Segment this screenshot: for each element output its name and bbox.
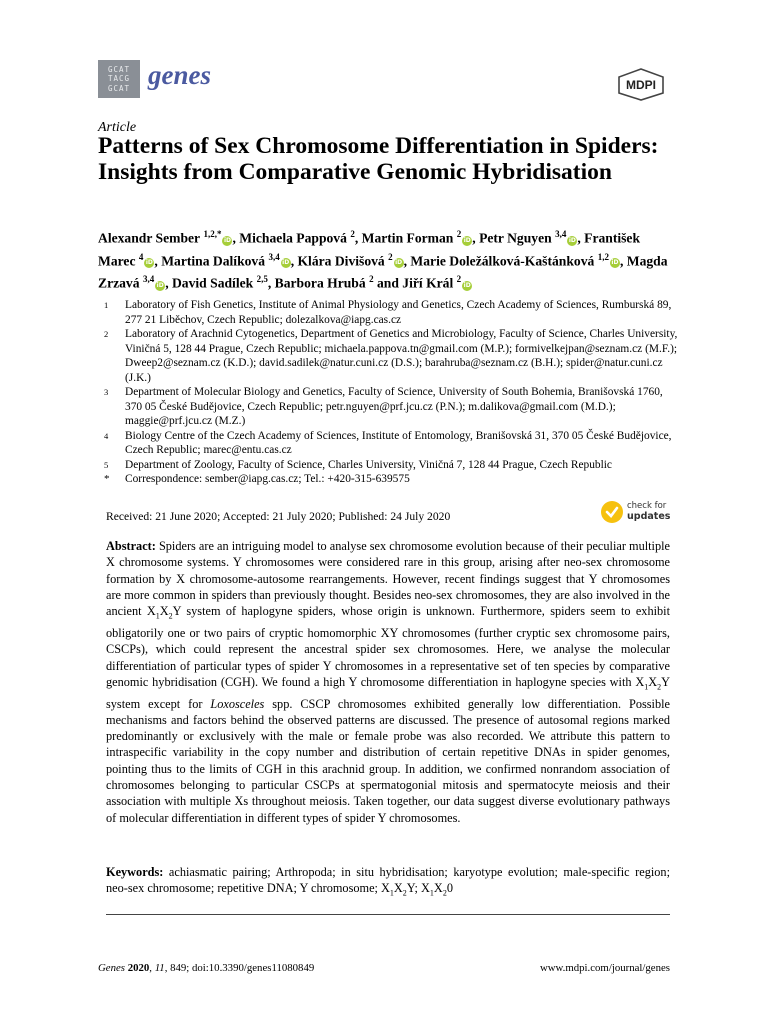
author-separator: , bbox=[403, 253, 411, 269]
author-affil-sup: 2 bbox=[456, 274, 462, 285]
keywords bbox=[106, 864, 670, 902]
author-name: Petr Nguyen bbox=[479, 230, 552, 246]
logo-line: GCAT bbox=[107, 64, 131, 74]
keywords-text: Y; X bbox=[406, 881, 430, 896]
subscript: 1 bbox=[644, 682, 649, 692]
affiliation-item bbox=[98, 385, 678, 429]
keywords-text: 0 bbox=[446, 881, 453, 896]
subscript: 2 bbox=[402, 888, 407, 898]
abstract-label: Abstract: bbox=[106, 539, 156, 553]
author-name: Magda Zrzavá bbox=[98, 253, 668, 291]
author-separator: , bbox=[267, 275, 275, 291]
author-affil-sup: 1,2,* bbox=[203, 229, 222, 239]
citation-footer: Genes 2020, 11, 849; doi:10.3390/genes11080849 bbox=[98, 962, 315, 974]
author-affil-sup: 4 bbox=[138, 251, 144, 262]
footer-journal: Genes bbox=[98, 962, 125, 974]
journal-logo bbox=[98, 60, 140, 98]
affiliation-text: Correspondence: sember@iapg.cas.cz; Tel.: +420-315-639575 bbox=[125, 473, 410, 485]
check-updates-icon bbox=[601, 501, 623, 523]
keywords-label: Keywords: bbox=[106, 865, 164, 879]
author-name: Michaela Pappová bbox=[239, 230, 347, 246]
orcid-icon[interactable]: iD bbox=[463, 281, 471, 289]
mdpi-logo bbox=[616, 68, 666, 101]
affiliation-number: * bbox=[104, 473, 110, 485]
abstract-x: X bbox=[159, 604, 169, 619]
orcid-icon[interactable]: iD bbox=[611, 259, 619, 267]
author-affil-sup: 3,4 bbox=[268, 251, 280, 262]
abstract-text: spp. CSCP chromosomes exhibited generally low differentiation. Possible mechanisms and factors behind the observed patterns are discussed. The presence of autosomal regions marked predominantly or exclusively with the male or female probe was also recorded. We attribute this pattern to intraspecific variability in the copy number and distribution of certain repetitive DNAs in spider genomes, pointing thus to the limits of CGH in this arachnid group. In addition, we confirmed nonrandom association of chromosomes belonging to particular CSCPs at spermatogonial mitosis and spermatocyte meiosis and their association with multiple Xs throughout meiosis. Taken together, our data suggest diverse evolutionary pathways of molecular differentiation in different types of spider Y chromosomes. bbox=[106, 696, 670, 825]
author-name: Barbora Hrubá bbox=[274, 275, 366, 291]
abstract-text: Y system of haplogyne spiders, whose origin is unknown. Furthermore, spiders seem to exhibit obligatorily one or two pairs of cryptic homomorphic XY chromosomes (further cryptic sex chromosome pairs, CSCPs), which could represent the ancestral spider sex chromosomes. Here, we analyse the molecular differentiation of particular types of spider Y chromosomes in a representative set of ten species by comparative genomic hybridisation (CGH). We found a high Y chromosome differentiation in haplogyne species with X bbox=[106, 604, 670, 689]
orcid-icon[interactable]: iD bbox=[568, 236, 576, 244]
section-divider bbox=[106, 914, 670, 915]
affiliation-text: Biology Centre of the Czech Academy of Sciences, Institute of Entomology, Branišovská 31, 370 05 České Budějovice, Czech Republic; marec@entu.cas.cz bbox=[125, 429, 672, 456]
author-separator: , bbox=[290, 253, 298, 269]
subscript: 1 bbox=[389, 888, 394, 898]
affiliation-item bbox=[98, 298, 678, 327]
abstract bbox=[106, 538, 670, 826]
author-separator: , bbox=[154, 253, 162, 269]
affiliation-number: 5 bbox=[104, 459, 109, 470]
author-separator: , bbox=[472, 230, 480, 246]
author-affil-sup: 2 bbox=[388, 251, 393, 262]
affiliation-number: 2 bbox=[104, 329, 109, 339]
author-name: Marie Doležálková-Kaštánková bbox=[410, 253, 595, 269]
author-affil-sup: 3,4 bbox=[555, 229, 567, 239]
orcid-icon[interactable]: iD bbox=[463, 236, 471, 244]
author-separator: , bbox=[165, 275, 172, 291]
orcid-icon[interactable]: iD bbox=[282, 259, 290, 267]
subscript: 1 bbox=[155, 611, 160, 621]
abstract-text: Y system except for bbox=[106, 674, 670, 711]
affiliation-item bbox=[98, 458, 678, 473]
author-name: Jiří Král bbox=[402, 275, 454, 291]
orcid-icon[interactable]: iD bbox=[145, 259, 153, 267]
check-updates-line2: updates bbox=[627, 510, 671, 522]
subscript: 2 bbox=[657, 682, 662, 692]
subscript: 2 bbox=[168, 611, 173, 621]
affiliation-number: 1 bbox=[104, 300, 109, 310]
author-separator: , bbox=[577, 230, 585, 246]
author-affil-sup: 2 bbox=[369, 274, 374, 285]
affiliation-text: Department of Zoology, Faculty of Science, Charles University, Viničná 7, 128 44 Prague, Czech Republic bbox=[125, 458, 612, 471]
genus-name: Loxosceles bbox=[210, 696, 265, 711]
footer-doi: , 849; doi:10.3390/genes11080849 bbox=[164, 962, 315, 974]
author-affil-sup: 3,4 bbox=[142, 274, 155, 285]
author-affil-sup: 1,2 bbox=[597, 251, 609, 262]
orcid-icon[interactable]: iD bbox=[156, 281, 164, 289]
author-name: Alexandr Sember bbox=[98, 230, 201, 246]
footer-year: 2020 bbox=[127, 962, 150, 974]
affiliation-number: 3 bbox=[104, 387, 109, 397]
affiliation-item bbox=[98, 327, 678, 385]
subscript: 1 bbox=[429, 888, 434, 898]
subscript: 2 bbox=[442, 888, 447, 898]
abstract-x: X bbox=[648, 674, 658, 689]
author-separator: , bbox=[232, 230, 240, 246]
abstract-text: Spiders are an intriguing model to analyse sex chromosome evolution because of their peculiar multiple X chromosome systems. Y chromosomes were considered rare in this group, arising after neo-sex chromosome formation by X chromosome-autosome rearrangements. However, recent findings suggest that Y chromosomes are more common in spiders than previously thought. Besides neo-sex chromosomes, they are also involved in the ancient X bbox=[106, 539, 670, 619]
check-updates-line1: check for bbox=[627, 501, 667, 511]
affiliation-number: 4 bbox=[104, 430, 109, 441]
author-separator: , bbox=[354, 230, 362, 246]
author-name: Klára Divišová bbox=[297, 253, 385, 269]
mdpi-text: MDPI bbox=[626, 78, 656, 92]
check-for-updates-button[interactable] bbox=[601, 500, 671, 526]
author-affil-sup: 2 bbox=[456, 229, 462, 239]
author-name: Martina Dalíková bbox=[161, 253, 266, 269]
affiliation-text: Laboratory of Arachnid Cytogenetics, Department of Genetics and Microbiology, Faculty of Science, Charles University, Viničná 5, 128 44 Prague, Czech Republic; michaela.pappova.tn@gmail.com (M.P.); formivelkejpan@seznam.cz (M.F.); Dweep2@seznam.cz (K.D.); david.sadilek@natur.cuni.cz (D.S.); barahruba@seznam.cz (B.H.); spider@natur.cuni.cz (J.K.) bbox=[125, 328, 678, 384]
paper-title: Patterns of Sex Chromosome Differentiation in Spiders: Insights from Comparative Genomic Hybridisation bbox=[98, 133, 659, 185]
author-name: František Marec bbox=[98, 230, 641, 269]
publication-dates: Received: 21 June 2020; Accepted: 21 July 2020; Published: 24 July 2020 bbox=[106, 510, 451, 523]
orcid-icon[interactable]: iD bbox=[223, 236, 231, 244]
keywords-text: X bbox=[393, 881, 403, 896]
affiliation-item bbox=[98, 429, 678, 458]
affiliation-item bbox=[98, 472, 678, 487]
keywords-text: X bbox=[433, 881, 443, 896]
footer-volume: 11 bbox=[154, 962, 165, 974]
author-separator: and bbox=[373, 275, 403, 291]
logo-line: GCAT bbox=[107, 83, 131, 93]
orcid-icon[interactable]: iD bbox=[395, 259, 403, 267]
author-list bbox=[98, 225, 678, 293]
affiliation-text: Department of Molecular Biology and Genetics, Faculty of Science, University of South Bohemia, Branišovská 1760, 370 05 České Budějovice, Czech Republic; petr.nguyen@prf.jcu.cz (P.N.); m.dalikova@gmail.com (M.D.); maggie@prf.jcu.cz (M.Z.) bbox=[125, 386, 663, 427]
logo-line: TACG bbox=[107, 74, 131, 84]
author-name: David Sadílek bbox=[171, 275, 254, 291]
keywords-text: achiasmatic pairing; Arthropoda; in situ hybridisation; karyotype evolution; male-specific region; neo-sex chromosome; repetitive DNA; Y chromosome; X bbox=[106, 865, 670, 896]
article-type: Article bbox=[98, 120, 137, 135]
affiliations bbox=[98, 298, 678, 487]
author-affil-sup: 2,5 bbox=[256, 274, 268, 285]
journal-url-link[interactable]: www.mdpi.com/journal/genes bbox=[539, 962, 670, 974]
author-separator: , bbox=[619, 253, 627, 269]
journal-name: genes bbox=[148, 60, 211, 90]
author-name: Martin Forman bbox=[361, 230, 454, 246]
author-affil-sup: 2 bbox=[350, 229, 355, 239]
affiliation-text: Laboratory of Fish Genetics, Institute of Animal Physiology and Genetics, Czech Academy of Sciences, Rumburská 89, 277 21 Liběchov, Czech Republic; dolezalkova@iapg.cas.cz bbox=[125, 299, 672, 326]
